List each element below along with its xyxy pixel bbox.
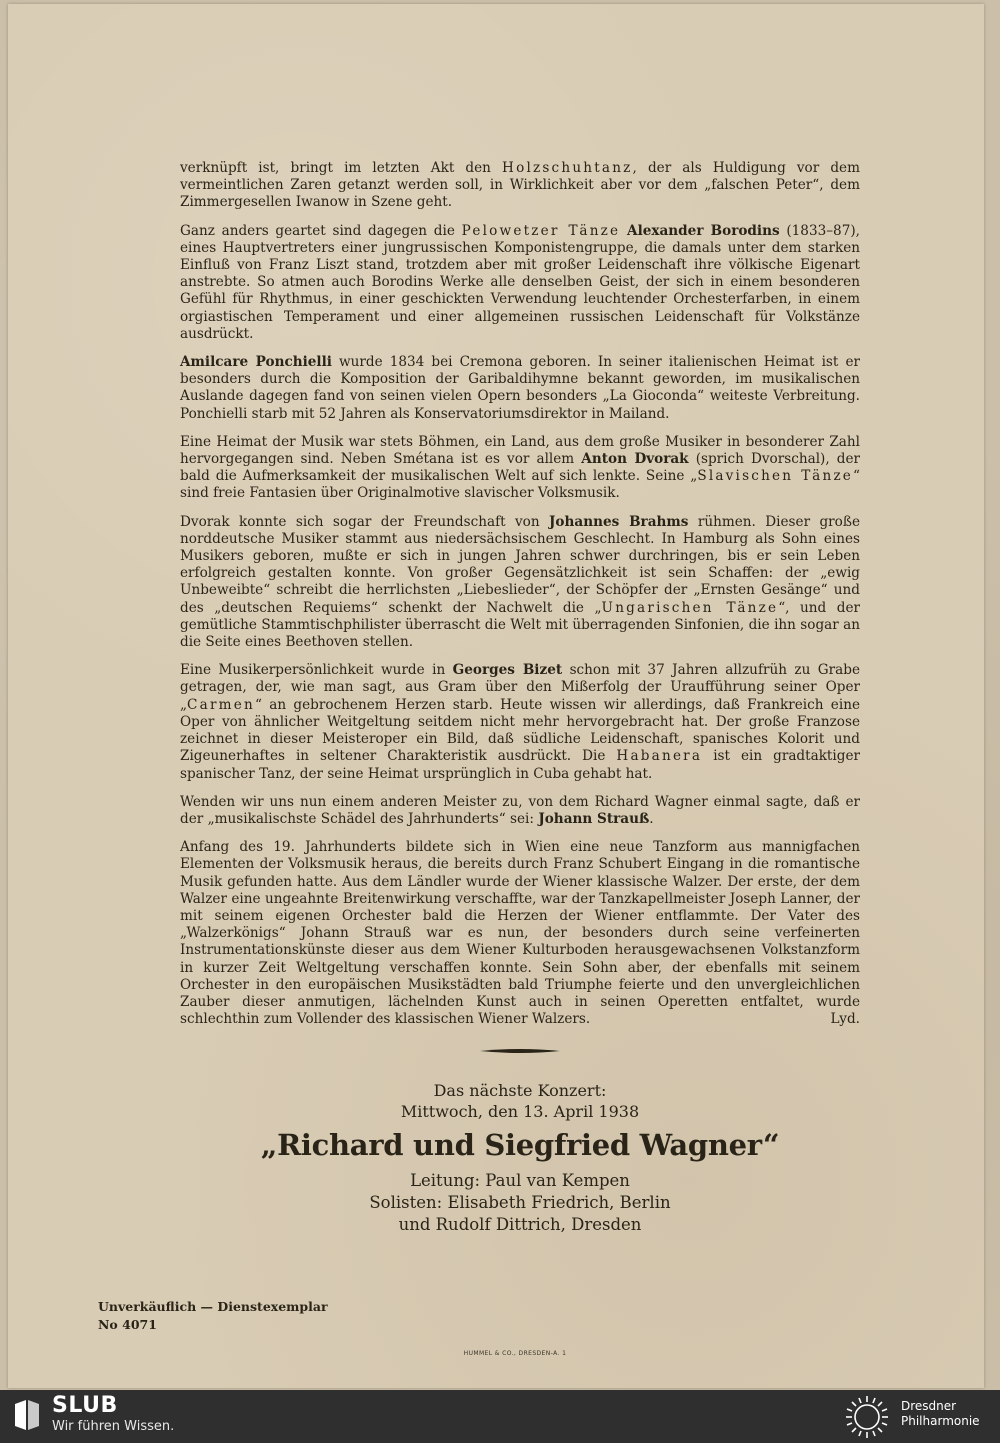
article-paragraph	[180, 662, 860, 782]
next-concert-conductor: Leitung: Paul van Kempen	[410, 1171, 630, 1190]
next-concert-heading: Das nächste Konzert:	[433, 1081, 607, 1100]
title-spaced: Pelowetzer Tänze	[461, 222, 621, 239]
printer-mark: HUMMEL & CO., DRESDEN-A. 1	[463, 1350, 567, 1357]
article-paragraph	[180, 354, 860, 423]
text-run: (1833–87), eines Hauptvertreters einer jungrussischen Komponistengruppe, die damals unter dem starken Einfluß von Franz Liszt stand, trotzdem aber mit großer Leidenschaft ihre völkische Eigenart anstrebte. So atmen auch Borodins Werke alle denselben Geist, der sich in einem besonderen Gefühl für Rhythmus, in einer geschickten Verwendung leuchtender Orchesterfarben, in einem orgiastischen Temperament und einer allgemeinen russischen Leidenschaft für Volkstänze ausdrückt.	[180, 222, 860, 342]
article-text	[180, 160, 860, 1039]
name-highlight: Amilcare Ponchielli	[180, 354, 332, 371]
copy-note	[98, 1298, 328, 1334]
text-run: Wenden wir uns nun einem anderen Meister zu, von dem Richard Wagner einmal sagte, daß er der „musikalischste Schädel des Jahrhunderts“ sei:	[180, 793, 860, 827]
article-paragraph	[180, 434, 860, 503]
author-signature: Lyd.	[830, 1011, 860, 1028]
text-run: Eine Heimat der Musik war stets Böhmen, ein Land, aus dem große Musiker in besonderer Zahl hervorgegangen sind. Neben Smétana ist es vor allem	[180, 433, 860, 468]
title-spaced: Carmen	[187, 696, 255, 713]
philharmonie-name-line-2: Philharmonie	[901, 1414, 980, 1428]
title-spaced: Ungarischen Tänze	[601, 599, 779, 616]
article-paragraph	[180, 794, 860, 828]
text-run: “ an gebrochenem Herzen starb. Heute wissen wir allerdings, daß Frankreich eine Oper von ähnlicher Weitgeltung seitdem nicht mehr hervorgebracht hat. Der große Franzose zeichnet in dieser Meisteroper ein Bild, daß südliche Leidenschaft, spanisches Kolorit und Zigeunerhaftes in seltener Charakteristik ausdrückt. Die	[180, 696, 860, 765]
next-concert-date: Mittwoch, den 13. April 1938	[400, 1102, 640, 1121]
viewer-footer-bar	[0, 1390, 1000, 1443]
philharmonie-logo-icon[interactable]	[842, 1394, 892, 1440]
copy-note-line-2: No 4071	[98, 1317, 157, 1332]
next-concert-soloists-2: und Rudolf Dittrich, Dresden	[398, 1215, 642, 1234]
next-concert-soloists-1: Solisten: Elisabeth Friedrich, Berlin	[369, 1193, 671, 1212]
next-concert-notice	[250, 1080, 790, 1236]
text-run: rühmen. Dieser große norddeutsche Musiker stammt aus niedersächsischem Geschlecht. In Hamburg als Sohn eines Musikers geboren, mußte er sich in jungen Jahren schwer durchringen, bis er sein Leben erfolgreich gestalten konnte. Von großer Gegensätzlichkeit ist sein Schaffen: der „ewig Unbeweibte“ schreibt die herrlichsten „Liebeslieder“, der Schöpfer der „Ernsten Gesänge“ und des „deutschen Requiems“ schenkt der Nachwelt die „	[180, 513, 860, 616]
text-run: Eine Musikerpersönlichkeit wurde in	[180, 662, 453, 679]
text-run: Ganz anders geartet sind dagegen die	[180, 222, 462, 239]
slub-name[interactable]: SLUB	[52, 1393, 118, 1418]
text-run: (sprich Dvorschal), der bald die Aufmerksamkeit der musikalischen Welt auf sich lenkte. Seine „	[180, 451, 860, 485]
name-highlight: Anton Dvorak	[581, 451, 689, 468]
name-highlight: Georges Bizet	[452, 662, 563, 679]
text-run: verknüpft ist, bringt im letzten Akt den	[180, 160, 503, 176]
article-paragraph	[180, 839, 860, 1028]
name-highlight: Alexander Borodins	[627, 222, 780, 239]
title-spaced: Habanera	[616, 748, 703, 765]
article-paragraph	[180, 223, 860, 343]
next-concert-title: „Richard und Siegfried Wagner“	[260, 1128, 780, 1162]
title-spaced: Slavischen Tänze	[697, 468, 854, 485]
text-run: .	[649, 810, 654, 827]
text-run: ist ein gradtaktiger spanischer Tanz, der seine Heimat ursprünglich in Cuba gehabt hat.	[180, 748, 860, 782]
copy-note-line-1: Unverkäuflich — Dienstexemplar	[98, 1299, 328, 1314]
text-run: “ sind freie Fantasien über Originalmotive slavischer Volksmusik.	[180, 468, 860, 502]
text-run	[620, 223, 627, 239]
slub-logo-icon[interactable]	[12, 1398, 42, 1432]
text-run: , der als Huldigung vor dem vermeintlichen Zaren getanzt werden soll, in Wirklichkeit aber vor dem „falschen Peter“, dem Zimmergesellen Iwanow in Szene geht.	[180, 160, 860, 211]
philharmonie-name[interactable]	[901, 1399, 980, 1429]
title-spaced: Holzschuhtanz	[502, 160, 633, 176]
slub-tagline: Wir führen Wissen.	[52, 1419, 175, 1434]
text-run: “, und der gemütliche Stammtischphilister überrascht die Welt mit überragenden Sinfonien, die ihn sogar an die Seite eines Beethoven stellen.	[180, 599, 860, 651]
text-run: wurde 1834 bei Cremona geboren. In seiner italienischen Heimat ist er besonders durch die Komposition der Garibaldihymne bekannt geworden, im musikalischen Auslande dagegen fand von seinen vielen Opern besonders „La Gioconda“ weiteste Verbreitung. Ponchielli starb mit 52 Jahren als Konservatoriumsdirektor in Mailand.	[180, 354, 860, 422]
text-run: Anfang des 19. Jahrhunderts bildete sich in Wien eine neue Tanzform aus mannigfachen Elementen der Volksmusik heraus, die bereits durch Franz Schubert Eingang in die romantische Musik gefunden hatte. Aus dem Ländler wurde der Wiener klassische Walzer. Der erste, der dem Walzer eine ungeahnte Breitenwirkung verschaffte, war der Tanzkapellmeister Joseph Lanner, der mit seinem eigenen Orchester bald die Herzen der Wiener entflammte. Der Vater des „Walzerkönigs“ Johann Strauß war es nun, der besonders durch seine verfeinerten Instrumentationskünste dieser aus dem Wiener Kulturboden herausgewachsenen Volkstanzform in kurzer Zeit Weltgeltung verschaffen konnte. Sein Sohn aber, der ebenfalls mit seinem Orchester in den europäischen Musikstädten bald Triumphe feierte und den unvergleichlichen Zauber dieser anmutigen, lächelnden Kunst auch in seinen Operetten entfaltet, wurde schlechthin zum Vollender des klassischen Wiener Walzers.	[180, 839, 860, 1028]
ornament-divider	[478, 1046, 562, 1056]
philharmonie-name-line-1: Dresdner	[901, 1399, 957, 1413]
text-run: Dvorak konnte sich sogar der Freundschaft von	[180, 513, 549, 530]
text-run: schon mit 37 Jahren allzufrüh zu Grabe getragen, der, wie man sagt, aus Gram über den Mißerfolg der Uraufführung seiner Oper „	[180, 662, 860, 713]
name-highlight: Johann Strauß	[538, 810, 650, 827]
name-highlight: Johannes Brahms	[549, 513, 689, 530]
article-paragraph	[180, 514, 860, 652]
article-paragraph	[180, 160, 860, 212]
